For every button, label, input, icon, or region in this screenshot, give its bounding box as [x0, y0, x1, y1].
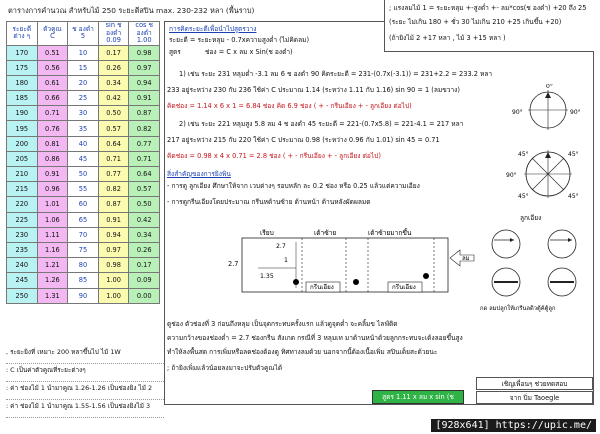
left-notes — [6, 346, 164, 418]
cell-cos: 0.50 — [129, 197, 160, 212]
cell-coef: 1.06 — [37, 212, 68, 227]
table-row — [7, 273, 160, 288]
cell-dist: 235 — [7, 242, 38, 257]
formula-line-2: ช่อง = C x ลม x Sin(ช องตำ) — [205, 48, 293, 56]
cell-cos: 0.57 — [129, 182, 160, 197]
cell-sin: 0.26 — [98, 60, 129, 75]
cell-cos: 0.91 — [129, 91, 160, 106]
cell-sin: 0.50 — [98, 106, 129, 121]
cell-dist: 210 — [7, 167, 38, 182]
slope-label: ลูกเอียง — [520, 214, 542, 222]
cell-dir: 40 — [68, 136, 99, 151]
cell-dist: 250 — [7, 288, 38, 303]
cell-dir: 20 — [68, 75, 99, 90]
svg-text:กรีนเอียง: กรีนเอียง — [392, 284, 416, 291]
cell-dist: 190 — [7, 106, 38, 121]
cell-dir: 55 — [68, 182, 99, 197]
cell-dir: 70 — [68, 227, 99, 242]
table-row — [7, 258, 160, 273]
note-4: : ค่า ช่องไม้ 1 นำมาคูณ 1.55-1.56 เป็นช่องยิงไม้ 3 — [6, 400, 164, 418]
formula-box: สูตร 1.11 x ลม x sin (ช องตำ) — [372, 390, 464, 404]
cell-coef: 0.66 — [37, 91, 68, 106]
cell-coef: 0.51 — [37, 45, 68, 60]
cell-dist: 180 — [7, 75, 38, 90]
svg-text:45°: 45° — [568, 151, 579, 158]
cell-dist: 220 — [7, 197, 38, 212]
table-row — [7, 167, 160, 182]
note-2: : C เป็นค่าตัวคูณที่ระยะต่างๆ — [6, 364, 164, 382]
table-row — [7, 288, 160, 303]
cell-dir: 45 — [68, 151, 99, 166]
footnote-1: ดูช่อง ตัวช่องที่ 3 ก่อนถึงหลุม เป็นจุดกระทบครั้งแรก แล้วดูจุดต่ำ จะคลิ้มข ไลฟ์ติด — [167, 320, 398, 328]
svg-text:1: 1 — [284, 257, 288, 264]
cell-sin: 1.00 — [98, 288, 129, 303]
cell-cos: 0.94 — [129, 75, 160, 90]
cell-cos: 0.87 — [129, 106, 160, 121]
cell-cos: 0.00 — [129, 288, 160, 303]
cell-cos: 0.26 — [129, 242, 160, 257]
cell-dist: 185 — [7, 91, 38, 106]
cell-cos: 0.71 — [129, 151, 160, 166]
table-row — [7, 212, 160, 227]
svg-text:เต้าซ้าย: เต้าซ้าย — [314, 229, 337, 237]
table-row — [7, 197, 160, 212]
cell-sin: 0.94 — [98, 227, 129, 242]
cell-dir: 30 — [68, 106, 99, 121]
target-circle-2-icon — [548, 230, 576, 258]
header-distance: ระยะตี ต่าง ๆ — [7, 22, 38, 46]
table-row — [7, 106, 160, 121]
example-1c: คิดช่อง = 1.14 x 6 x 1 = 6.84 ช่อง คิด 6.9 ช่อง ( + - กรีนเอียง + - ลูกเอียง ต่อไป) — [167, 102, 412, 110]
cell-sin: 1.00 — [98, 273, 129, 288]
main-heading: การคิดระยะตีเพื่อนำไปสูตรวาง — [169, 25, 257, 33]
svg-text:90°: 90° — [570, 109, 581, 116]
cell-cos: 0.64 — [129, 167, 160, 182]
example-2c: คิดช่อง = 0.98 x 4 x 0.71 = 2.8 ช่อง ( + - กรีนเอียง + - ลูกเอียง ต่อไป) — [167, 152, 381, 160]
table-row — [7, 136, 160, 151]
cell-cos: 0.82 — [129, 121, 160, 136]
cell-dist: 240 — [7, 258, 38, 273]
cell-coef: 0.71 — [37, 106, 68, 121]
cell-dist: 215 — [7, 182, 38, 197]
right-note-1: ; แรงลมไม้ 1 = ระยะหลุม +-สูงต่ำ +- ลม*cos(ช องตำ) +20 ถึง 25 — [389, 4, 587, 12]
cell-cos: 0.97 — [129, 60, 160, 75]
header-cos: cos ช องตำ 1.00 — [129, 22, 160, 46]
note-1: , ระยะยิงที่ เหมาะ 200 หลาขึ้นไป ไม้ 1W — [6, 346, 164, 364]
cell-coef: 0.91 — [37, 167, 68, 182]
cell-dist: 205 — [7, 151, 38, 166]
header-coefficient: ตัวคูณ C — [37, 22, 68, 46]
cell-cos: 0.98 — [129, 45, 160, 60]
cell-dist: 200 — [7, 136, 38, 151]
svg-text:90°: 90° — [512, 109, 523, 116]
svg-text:0°: 0° — [546, 84, 553, 90]
cell-dir: 50 — [68, 167, 99, 182]
cell-sin: 0.17 — [98, 45, 129, 60]
svg-text:45°: 45° — [568, 193, 579, 200]
author-box: จาก ปิ่ม Taoegle — [476, 391, 593, 404]
svg-text:เรียบ: เรียบ — [260, 229, 274, 237]
cell-dir: 15 — [68, 60, 99, 75]
svg-text:ลม: ลม — [462, 255, 470, 262]
formula-label: สูตร — [169, 48, 181, 56]
cell-dist: 175 — [7, 60, 38, 75]
cell-dist: 245 — [7, 273, 38, 288]
cell-sin: 0.97 — [98, 242, 129, 257]
svg-text:กด ลมปลูกให้เกรีนลดิวตู้ค้ตู้ล: กด ลมปลูกให้เกรีนลดิวตู้ค้ตู้ลูก — [480, 306, 556, 312]
section-heading: สิ่งสำคัญของการยิงพิน — [167, 170, 231, 178]
cell-coef: 1.16 — [37, 242, 68, 257]
cell-coef: 1.31 — [37, 288, 68, 303]
cell-dir: 35 — [68, 121, 99, 136]
example-2: 2) เช่น ระยะ 221 หลุมสูง 5.8 ลม 4 ช องตำ 45 ระยะตี = 221-(0.7x5.8) = 221-4.1 = 217 หลา — [179, 120, 464, 128]
svg-text:90°: 90° — [506, 172, 517, 179]
right-note-3: (ถ้ายิงไม้ 2 +17 หลา , ไม้ 3 +15 หลา ) — [389, 34, 506, 42]
cell-coef: 1.11 — [37, 227, 68, 242]
svg-text:กรีนเอียง: กรีนเอียง — [310, 284, 334, 291]
table-row — [7, 182, 160, 197]
ball-2-icon — [353, 279, 359, 285]
table-row — [7, 60, 160, 75]
right-notes — [384, 0, 594, 52]
header-sin: sin ช องตำ 0.09 — [98, 22, 129, 46]
cell-coef: 0.76 — [37, 121, 68, 136]
cell-coef: 0.86 — [37, 151, 68, 166]
cell-coef: 0.56 — [37, 60, 68, 75]
watermark: [928x641] https://upic.me/ — [431, 419, 596, 432]
cell-dir: 10 — [68, 45, 99, 60]
cell-dir: 85 — [68, 273, 99, 288]
table-row — [7, 91, 160, 106]
table-row — [7, 151, 160, 166]
example-1b: 233 อยู่ระหว่าง 230 กับ 236 ใช้ค่า C ประมาณ 1.14 (ระหว่าง 1.11 กับ 1.16) sin 90 = 1 (ลมขวาง) — [167, 86, 460, 94]
example-2b: 217 อยู่ระหว่าง 215 กับ 220 ใช้ค่า C ประมาณ 0.98 (ระหว่าง 0.96 กับ 1.01) sin 45 = 0.71 — [167, 136, 440, 144]
formula-line-1: ระยะตี = ระยะหลุม - 0.7xความสูงต่ำ (ไม่คิดลม) — [169, 36, 310, 44]
distance-coefficient-table — [6, 21, 160, 304]
svg-text:45°: 45° — [518, 193, 529, 200]
cell-coef: 0.61 — [37, 75, 68, 90]
table-row — [7, 45, 160, 60]
cell-sin: 0.42 — [98, 91, 129, 106]
cell-sin: 0.98 — [98, 258, 129, 273]
svg-text:45°: 45° — [518, 151, 529, 158]
cell-dist: 230 — [7, 227, 38, 242]
cell-dir: 65 — [68, 212, 99, 227]
cell-cos: 0.17 — [129, 258, 160, 273]
cell-cos: 0.42 — [129, 212, 160, 227]
cell-dir: 80 — [68, 258, 99, 273]
table-row — [7, 242, 160, 257]
cell-dir: 60 — [68, 197, 99, 212]
cell-dir: 90 — [68, 288, 99, 303]
svg-text:2.7: 2.7 — [276, 243, 286, 250]
cell-dist: 170 — [7, 45, 38, 60]
wind-angle-diagrams — [502, 84, 592, 214]
page-title: ตารางการคำนวณ สำหรับไม้ 250 ระยะตีสปิน max. 230-232 หลา (พื้นราบ) — [8, 6, 255, 15]
slope-target-circles — [480, 228, 596, 314]
cell-dist: 195 — [7, 121, 38, 136]
footnote-4: ; ถ้ายิงเพิ่มแล้วน้อยลงมาจะปรับตัวคูณได้ — [167, 364, 283, 372]
cell-sin: 0.87 — [98, 197, 129, 212]
table-row — [7, 121, 160, 136]
credit-box: เชิญเพื่อนๆ ช่วยทดสอบ — [476, 377, 593, 390]
cell-coef: 1.21 — [37, 258, 68, 273]
cell-sin: 0.77 — [98, 167, 129, 182]
svg-text:เต้าซ้ายมากขึ้น: เต้าซ้ายมากขึ้น — [368, 229, 412, 237]
cell-sin: 0.71 — [98, 151, 129, 166]
green-slope-lane-diagram — [238, 228, 476, 300]
cell-coef: 1.01 — [37, 197, 68, 212]
cell-sin: 0.57 — [98, 121, 129, 136]
right-note-2: (ระยะ ไม่เกิน 180 + ชั่ว 30 ไม่เกิน 210 +25 เกินขึ้น +20) — [389, 18, 562, 26]
header-direction: ช องตำ 5 — [68, 22, 99, 46]
cell-dir: 75 — [68, 242, 99, 257]
tip-1: - การดู ลูกเอียง ศึกษาให้จาก เวบต่างๆ รอบหลัก ละ 0.2 ช่อง หรือ 0.25 แล้วแต่ความเอียง — [167, 182, 420, 190]
cell-coef: 0.96 — [37, 182, 68, 197]
lane-height-label: 2.7 — [228, 260, 239, 268]
table-row — [7, 75, 160, 90]
cell-sin: 0.64 — [98, 136, 129, 151]
footnote-2: ความกว้างของช่องต่ำ = 2.7 ช่องกรีน สังเกต กรณีที่ 3 หลุมเท มาด้านหน้าด้วยลูกกระทบจะเด้งลอยขึ้นสูง — [167, 334, 463, 342]
cell-coef: 1.26 — [37, 273, 68, 288]
cell-cos: 0.09 — [129, 273, 160, 288]
note-3: : ค่า ช่องไม้ 1 นำมาคูณ 1.26-1.26 เป็นช่องยิง ไม้ 2 — [6, 382, 164, 400]
cell-sin: 0.91 — [98, 212, 129, 227]
example-1: 1) เช่น ระยะ 231 หลุมต่ำ -3.1 ลม 6 ช องตำ 90 คิดระยะตี = 231-(0.7x(-3.1)) = 231+2.2 = 233.2 หลา — [179, 70, 493, 78]
ball-3-icon — [423, 273, 429, 279]
cell-dist: 225 — [7, 212, 38, 227]
cell-coef: 0.81 — [37, 136, 68, 151]
cell-cos: 0.34 — [129, 227, 160, 242]
footnote-3: ทำให้ลงพื้นสด การเพิ่มหรือลดช่องต้องดู ทิศทางลมด้วย นอกจากนี้ต้องเนื้อเพิ่ม สปินเด็ยสะด้วยนะ — [167, 348, 438, 356]
table-row — [7, 227, 160, 242]
svg-text:1.35: 1.35 — [260, 273, 274, 280]
cell-cos: 0.77 — [129, 136, 160, 151]
tip-2: - การดูกรีนเอียงโดยประมาณ กรีนหด้านซ้าย ด้านหน้า ด้านหลังผัดผลมด — [167, 198, 371, 206]
ball-1-icon — [293, 279, 299, 285]
cell-dir: 25 — [68, 91, 99, 106]
cell-sin: 0.34 — [98, 75, 129, 90]
cell-sin: 0.82 — [98, 182, 129, 197]
target-circle-1-icon — [492, 230, 520, 258]
